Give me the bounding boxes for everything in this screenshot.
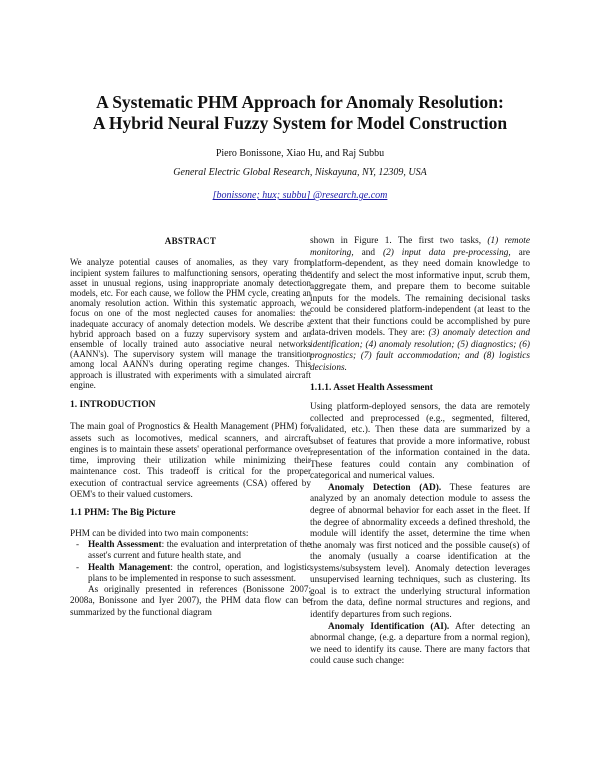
tasks-decisional-list: (3) anomaly detection and identification; (4) anomaly resolution; (5) diagnostics; (6) prognostics; (7) fault accommodation; and (8) logistics decisions. [310, 328, 530, 374]
tasks-remote-monitoring: (1) remote monitoring, [310, 236, 530, 258]
tasks-text-a: shown in Figure 1. The first two tasks, [310, 236, 488, 246]
anomaly-identification-paragraph [310, 622, 530, 668]
tasks-text-b: and [353, 247, 383, 258]
tasks-text-c: are platform-dependent, as they need domain knowledge to identify and select the most informative input, scrub them, aggregate them, and prepare them to become suitable inputs for the models. The remaining decisional tasks could be considered platform-independent (at least to the extent that their functions could be accomplished by pure data-driven models. They are: [310, 247, 530, 339]
email-link[interactable]: [bonissone; hux; subbu] @research.ge.com [212, 190, 388, 201]
anomaly-detection-paragraph [310, 483, 530, 622]
abstract-text: We analyze potential causes of anomalies, as they vary from incipient system failures to malfunctioning sensors, operating the asset in unusual regions, using inappropriate anomaly detection models, etc. For each cause, we follow the PHM cycle, creating an anomaly resolution action. Within this systematic approach, we focus on one of the most neglected causes for anomalies: the inadequate accuracy of anomaly detection models. We describe a hybrid approach based on a fuzzy supervisory system and an ensemble of locally trained auto associative neural networks (AANN's). The supervisory system will manage the transition among local AANN's during operating regime changes. This approach is illustrated with experiments with a simulated aircraft engine. [70, 257, 311, 390]
title-line-2: A Hybrid Neural Fuzzy System for Model Construction [92, 113, 508, 133]
health-assessment-text: : the evaluation and interpretation of the asset's current and future health state, and [88, 538, 311, 561]
health-assessment-term: Health Assessment [88, 538, 162, 549]
left-column [70, 232, 311, 618]
subsection-heading-phm: 1.1 PHM: The Big Picture [70, 508, 176, 519]
abstract-heading: ABSTRACT [164, 236, 217, 246]
anomaly-detection-term: Anomaly Detection (AD). [328, 482, 442, 493]
list-item-health-management [70, 562, 311, 585]
list-item-health-assessment [70, 539, 311, 562]
asset-health-paragraph: Using platform-deployed sensors, the data are remotely collected and preprocessed (e.g., segmented, filtered, validated, etc.). Then these data are summarized by a subset of features that provide a more informative, robust representation of the information contained in the data. These features could contain any combination of categorical and numerical values. [310, 402, 530, 482]
title-line-1: A Systematic PHM Approach for Anomaly Resolution: [96, 92, 504, 112]
health-management-term: Health Management [88, 561, 171, 572]
introduction-paragraph: The main goal of Prognostics & Health Management (PHM) for assets such as locomotives, medical scanners, and aircraft engines is to maintain these assets' operational performance over time, improving their utilization while minimizing their maintenance cost. This tradeoff is critical for the proper execution of contractual service agreements (CSA) offered by OEM's to their valued customers. [70, 421, 311, 500]
subsection-heading-asset-health: 1.1.1. Asset Health Assessment [310, 382, 433, 393]
author-list: Piero Bonissone, Xiao Hu, and Raj Subbu [215, 148, 385, 159]
anomaly-identification-text: After detecting an abnormal change, (e.g. a departure from a normal region), we need to identify its cause. There are many factors that could cause such change: [310, 621, 530, 667]
anomaly-identification-term: Anomaly Identification (AI). [328, 621, 450, 632]
introduction-heading: 1. INTRODUCTION [70, 399, 156, 410]
phm-components-intro: PHM can be divided into two main components: [70, 527, 249, 538]
phm-dataflow-paragraph: As originally presented in references (Bonissone 2007; 2008a, Bonissone and Iyer 2007), the PHM data flow can be summarized by the functional diagram [70, 584, 311, 617]
anomaly-detection-text: These features are analyzed by an anomaly detection module to assess the degree of abnormal behavior for each asset in the fleet. If the degree of abnormality exceeds a defined threshold, the module will identify the asset, determine the time when the anomaly was first noticed and the possible cause(s) of the anomaly (usually a coarse identification at the systems/subsystem level). Anomaly detection leverages unsupervised learning techniques, such as clustering. Its goal is to extract the underlying structural information from the data, define normal structures and regions, and identify departures from such regions. [310, 482, 530, 620]
right-column [310, 236, 530, 668]
paper-title [40, 92, 560, 134]
tasks-preprocessing: (2) input data pre-processing, [382, 247, 511, 258]
phm-component-list [70, 539, 311, 584]
affiliation: General Electric Global Research, Niskayuna, NY, 12309, USA [173, 167, 427, 178]
health-management-text: : the control, operation, and logistic plans to be implemented in response to such assessment. [88, 561, 311, 583]
tasks-paragraph [310, 236, 530, 375]
